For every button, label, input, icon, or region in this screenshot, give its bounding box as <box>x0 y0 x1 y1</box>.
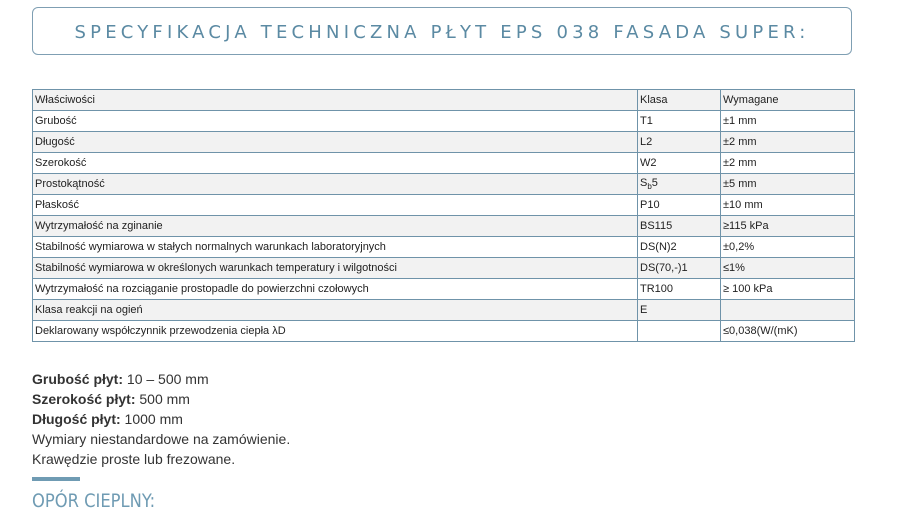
table-row <box>33 321 855 342</box>
property-cell: Stabilność wymiarowa w stałych normalnych warunkach laboratoryjnych <box>33 237 638 258</box>
property-cell: Klasa reakcji na ogień <box>33 300 638 321</box>
table-row <box>33 279 855 300</box>
dimensions-info <box>32 369 290 469</box>
table-header-row <box>33 90 855 111</box>
width-label: Szerokość płyt: <box>32 391 136 407</box>
class-cell: W2 <box>638 153 721 174</box>
table-row <box>33 300 855 321</box>
table-row <box>33 237 855 258</box>
property-cell: Długość <box>33 132 638 153</box>
property-cell: Szerokość <box>33 153 638 174</box>
class-cell: P10 <box>638 195 721 216</box>
required-cell: ±2 mm <box>721 132 855 153</box>
table-row <box>33 153 855 174</box>
required-cell: ≥ 100 kPa <box>721 279 855 300</box>
class-cell: T1 <box>638 111 721 132</box>
spec-table <box>32 89 855 342</box>
property-cell: Płaskość <box>33 195 638 216</box>
width-value: 500 mm <box>135 391 190 407</box>
column-header-required: Wymagane <box>721 90 855 111</box>
custom-dimensions-note: Wymiary niestandardowe na zamówienie. <box>32 431 291 447</box>
class-cell <box>638 174 721 195</box>
property-cell: Grubość <box>33 111 638 132</box>
class-cell: BS115 <box>638 216 721 237</box>
class-cell: L2 <box>638 132 721 153</box>
required-cell <box>721 300 855 321</box>
section-accent-bar <box>32 477 80 481</box>
table-row <box>33 216 855 237</box>
column-header-property: Właściwości <box>33 90 638 111</box>
class-cell: DS(N)2 <box>638 237 721 258</box>
title-box <box>32 7 852 55</box>
edges-note: Krawędzie proste lub frezowane. <box>32 451 236 467</box>
table-row <box>33 174 855 195</box>
width-line <box>32 389 290 409</box>
required-cell: ≥115 kPa <box>721 216 855 237</box>
required-cell: ±1 mm <box>721 111 855 132</box>
class-cell: E <box>638 300 721 321</box>
thickness-value: 10 – 500 mm <box>123 371 209 387</box>
class-cell: TR100 <box>638 279 721 300</box>
required-cell: ±0,2% <box>721 237 855 258</box>
length-line <box>32 409 290 429</box>
required-cell: ≤1% <box>721 258 855 279</box>
class-suffix: 5 <box>651 176 658 189</box>
table-row <box>33 132 855 153</box>
required-cell: ±2 mm <box>721 153 855 174</box>
property-cell: Wytrzymałość na zginanie <box>33 216 638 237</box>
length-label: Długość płyt: <box>32 411 121 427</box>
property-cell: Prostokątność <box>33 174 638 195</box>
property-cell: Deklarowany współczynnik przewodzenia ciepła λD <box>33 321 638 342</box>
page-title: SPECYFIKACJA TECHNICZNA PŁYT EPS 038 FASADA SUPER: <box>74 21 810 43</box>
class-cell <box>638 321 721 342</box>
table-row <box>33 111 855 132</box>
required-cell: ±5 mm <box>721 174 855 195</box>
class-main: S <box>640 176 648 189</box>
table-row <box>33 195 855 216</box>
thickness-line <box>32 369 290 389</box>
section-heading: OPÓR CIEPLNY: <box>32 490 156 512</box>
class-cell: DS(70,-)1 <box>638 258 721 279</box>
property-cell: Stabilność wymiarowa w określonych warunkach temperatury i wilgotności <box>33 258 638 279</box>
table-row <box>33 258 855 279</box>
length-value: 1000 mm <box>120 411 183 427</box>
class-subscript: b <box>647 182 652 192</box>
thickness-label: Grubość płyt: <box>32 371 124 387</box>
required-cell: ≤0,038(W/(mK) <box>721 321 855 342</box>
required-cell: ±10 mm <box>721 195 855 216</box>
column-header-class: Klasa <box>638 90 721 111</box>
property-cell: Wytrzymałość na rozciąganie prostopadle do powierzchni czołowych <box>33 279 638 300</box>
